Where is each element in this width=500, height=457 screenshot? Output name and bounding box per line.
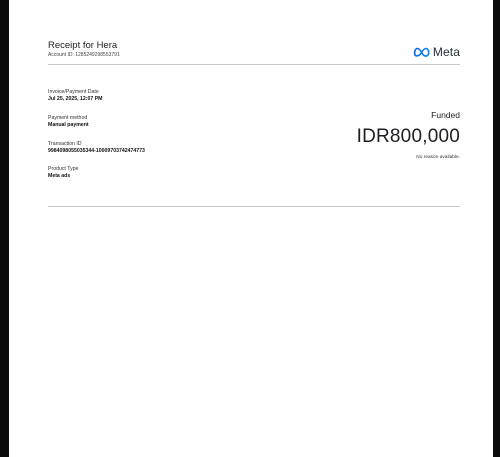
transaction-id-field bbox=[48, 141, 145, 155]
account-id: Account ID: 1285249298553791 bbox=[48, 52, 120, 58]
invoice-date-value: Jul 25, 2025, 12:07 PM bbox=[48, 96, 103, 102]
invoice-date-field bbox=[48, 89, 103, 103]
payment-method-value: Manual payment bbox=[48, 122, 89, 128]
invoice-date-label: Invoice/Payment Date bbox=[48, 89, 99, 95]
receipt-header bbox=[48, 40, 460, 65]
status-badge: Funded bbox=[431, 110, 460, 120]
meta-logo bbox=[413, 45, 460, 59]
payment-method-label: Payment method bbox=[48, 115, 88, 121]
meta-infinity-icon bbox=[413, 47, 431, 57]
transaction-id-label: Transaction ID bbox=[48, 141, 82, 147]
amount-total: IDR800,000 bbox=[356, 126, 460, 147]
product-type-label: Product Type bbox=[48, 166, 79, 172]
product-type-field bbox=[48, 166, 78, 180]
status-note: No reason available. bbox=[416, 155, 460, 160]
transaction-id-value: 9984098055035344-10009703742474773 bbox=[48, 148, 145, 154]
payment-method-field bbox=[48, 115, 89, 129]
product-type-value: Meta ads bbox=[48, 173, 71, 179]
receipt-title: Receipt for Hera bbox=[48, 40, 118, 51]
footer-divider bbox=[48, 206, 460, 207]
meta-wordmark: Meta bbox=[432, 45, 460, 59]
receipt-page bbox=[9, 0, 493, 457]
